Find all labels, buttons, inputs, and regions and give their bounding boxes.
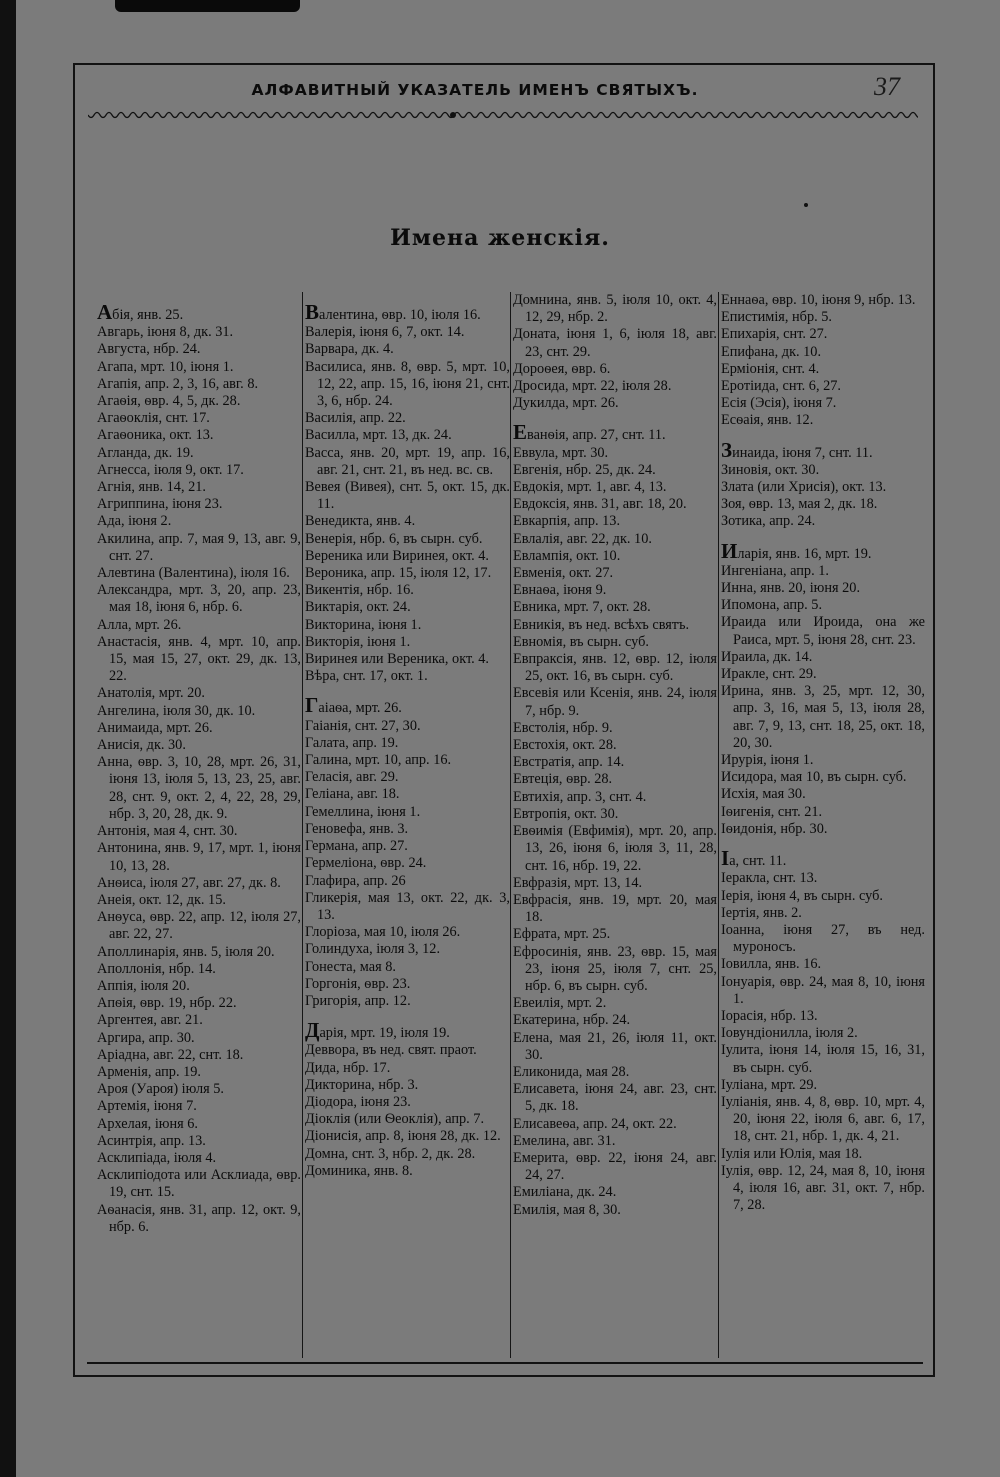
- index-entry: Асклипіада, іюля 4.: [97, 1149, 217, 1166]
- index-entry: Антонина, янв. 9, 17, мрт. 1, іюня 10, 13, 28.: [97, 840, 301, 874]
- index-entry: Іуліанія, янв. 4, 8, ѳвр. 10, мрт. 4, 20, іюня 22, іюля 6, авг. 6, 17, 18, снт. 21, нбр. 1, дк. 4, 21.: [721, 1093, 925, 1145]
- index-entry: Аргира, апр. 30.: [97, 1029, 195, 1046]
- index-entry: Евникія, въ нед. всѣхъ святъ.: [513, 616, 690, 633]
- index-entry: Викентія, нбр. 16.: [305, 582, 414, 599]
- index-entry: Ангелина, іюля 30, дк. 10.: [97, 702, 256, 719]
- page-number: 37: [874, 72, 900, 101]
- index-entry: Венерія, нбр. 6, въ сырн. суб.: [305, 530, 483, 547]
- index-entry: Доминика, янв. 8.: [305, 1162, 413, 1179]
- index-entry: Венедикта, янв. 4.: [305, 513, 416, 530]
- index-entry: Геласія, авг. 29.: [305, 769, 399, 786]
- letter-initial: А: [97, 300, 113, 324]
- index-entry: Августа, нбр. 24.: [97, 341, 201, 358]
- index-entry: Архелая, іюня 6.: [97, 1115, 198, 1132]
- index-entry: Евфрасія, янв. 19, мрт. 20, мая 18.: [513, 891, 717, 926]
- index-entry: Ипомона, апр. 5.: [721, 597, 823, 614]
- index-entry: Агнесса, іюля 9, окт. 17.: [97, 461, 244, 478]
- index-entry: Іорасія, нбр. 13.: [721, 1007, 818, 1024]
- scan-left-edge: [0, 0, 16, 1477]
- index-entry: Аппія, іюля 20.: [97, 977, 190, 994]
- index-entry: Деввора, въ нед. свят. праот.: [305, 1042, 477, 1059]
- index-entry: Абія, янв. 25.: [97, 300, 184, 324]
- index-entry: Зинаида, іюня 7, снт. 11.: [721, 437, 873, 462]
- index-entry: Дукилда, мрт. 26.: [513, 395, 619, 412]
- index-entry: Елисавеѳа, апр. 24, окт. 22.: [513, 1115, 677, 1132]
- index-entry: Гаіанія, снт. 27, 30.: [305, 717, 421, 734]
- index-column-1: [97, 292, 301, 1236]
- index-entry: Іулита, іюня 14, іюля 15, 16, 31, въ сырн. суб.: [721, 1042, 925, 1076]
- running-header: АЛФАВИТНЫЙ УКАЗАТЕЛЬ ИМЕНЪ СВЯТЫХЪ.: [251, 81, 699, 99]
- index-entry: Іертія, янв. 2.: [721, 904, 802, 921]
- index-entry: Ефросинія, янв. 23, ѳвр. 15, мая 23, іюня 25, іюля 7, снт. 25, нбр. 6, въ сырн. суб.: [513, 943, 717, 994]
- index-entry: Домна, снт. 3, нбр. 2, дк. 28.: [305, 1145, 476, 1162]
- index-entry: Исхія, мая 30.: [721, 786, 806, 803]
- index-column-4: [721, 292, 925, 1214]
- index-entry: Викторія, іюня 1.: [305, 633, 411, 650]
- index-entry: Еванѳія, апр. 27, снт. 11.: [513, 420, 666, 445]
- index-entry: Ада, іюня 2.: [97, 513, 172, 530]
- letter-initial: Е: [513, 420, 528, 445]
- index-entry: Евкарпія, апр. 13.: [513, 513, 621, 530]
- index-entry: Еввула, мрт. 30.: [513, 444, 609, 461]
- index-entry: Гликерія, мая 13, окт. 22, дк. 3, 13.: [305, 889, 510, 923]
- index-entry: Василиса, янв. 8, ѳвр. 5, мрт. 10, 12, 22, апр. 15, 16, іюня 21, снт. 3, 6, нбр. 24.: [305, 358, 510, 410]
- index-entry: Дида, нбр. 17.: [305, 1059, 391, 1076]
- index-entry: Елисавета, іюня 24, авг. 23, снт. 5, дк. 18.: [513, 1081, 717, 1115]
- index-entry: Галина, мрт. 10, апр. 16.: [305, 752, 452, 769]
- index-entry: Евнаѳа, іюня 9.: [513, 582, 607, 599]
- index-entry: Василла, мрт. 13, дк. 24.: [305, 427, 452, 444]
- index-entry: Антонія, мая 4, снт. 30.: [97, 823, 238, 840]
- index-entry: Акилина, апр. 7, мая 9, 13, авг. 9, снт. 27.: [97, 530, 301, 564]
- scan-top-mark: [115, 0, 300, 12]
- index-entry: Григорія, апр. 12.: [305, 992, 411, 1009]
- index-entry: Евстохія, окт. 28.: [513, 737, 617, 754]
- index-entry: Аполлинарія, янв. 5, іюля 20.: [97, 943, 275, 960]
- index-entry: Геліана, авг. 18.: [305, 786, 400, 803]
- index-entry: Виринея или Вереника, окт. 4.: [305, 651, 489, 668]
- index-entry: Асклипіодота или Асклиада, ѳвр. 19, снт. 15.: [97, 1167, 301, 1201]
- index-entry: Злата (или Хрисія), окт. 13.: [721, 479, 887, 496]
- index-entry: Анѳуса, ѳвр. 22, апр. 12, іюля 27, авг. 22, 27.: [97, 909, 301, 943]
- index-entry: Вероника, апр. 15, іюля 12, 17.: [305, 565, 492, 582]
- index-entry: Евника, мрт. 7, окт. 28.: [513, 599, 651, 616]
- index-entry: Агаѳоника, окт. 13.: [97, 427, 214, 444]
- index-entry: Ираида или Ироида, она же Раиса, мрт. 5, іюня 28, снт. 23.: [721, 614, 925, 648]
- index-entry: Ингеніана, апр. 1.: [721, 562, 829, 579]
- index-entry: Евтихія, апр. 3, снт. 4.: [513, 788, 647, 805]
- index-column-2: [305, 292, 510, 1180]
- index-entry: Ерміонія, снт. 4.: [721, 360, 820, 377]
- index-entry: Евлалія, авг. 22, дк. 10.: [513, 530, 652, 547]
- index-entry: Исидора, мая 10, въ сырн. суб.: [721, 769, 907, 786]
- index-entry: Иларія, янв. 16, мрт. 19.: [721, 538, 872, 563]
- index-entry: Арменія, апр. 19.: [97, 1063, 201, 1080]
- index-entry: Екатерина, нбр. 24.: [513, 1012, 631, 1029]
- index-entry: Емиліана, дк. 24.: [513, 1184, 617, 1201]
- index-entry: Іулія, ѳвр. 12, 24, мая 8, 10, іюня 4, іюля 16, авг. 31, окт. 7, нбр. 7, 28.: [721, 1162, 925, 1214]
- index-entry: Евменія, окт. 27.: [513, 565, 614, 582]
- index-entry: Евлампія, окт. 10.: [513, 547, 621, 564]
- index-entry: Аѳанасія, янв. 31, апр. 12, окт. 9, нбр. 6.: [97, 1201, 301, 1235]
- index-entry: Емелина, авг. 31.: [513, 1132, 616, 1149]
- letter-initial: И: [721, 538, 738, 563]
- index-entry: Ирина, янв. 3, 25, мрт. 12, 30, апр. 3, 16, мая 5, 13, іюля 28, авг. 7, 9, 13, снт. 18, 25, окт. 18, 20, 30.: [721, 683, 925, 751]
- index-entry: Апѳія, ѳвр. 19, нбр. 22.: [97, 995, 237, 1012]
- index-entry: Агаѳоклія, снт. 17.: [97, 410, 210, 427]
- index-entry: Домнина, янв. 5, іюля 10, окт. 4, 12, 29, нбр. 2.: [513, 292, 717, 326]
- index-entry: Голиндуха, іюля 3, 12.: [305, 941, 441, 958]
- index-entry: Артемія, іюня 7.: [97, 1098, 197, 1115]
- index-entry: Діодора, іюня 23.: [305, 1093, 411, 1110]
- index-entry: Агапія, апр. 2, 3, 16, авг. 8.: [97, 375, 259, 392]
- index-entry: Алевтина (Валентина), іюля 16.: [97, 565, 290, 582]
- index-entry: Еннаѳа, ѳвр. 10, іюня 9, нбр. 13.: [721, 292, 916, 308]
- index-entry: Асинтрія, апр. 13.: [97, 1132, 206, 1149]
- index-entry: Евсевія или Ксенія, янв. 24, іюля 7, нбр. 9.: [513, 685, 717, 719]
- index-entry: Іовундіонилла, іюля 2.: [721, 1025, 858, 1042]
- index-entry: Вевея (Вивея), снт. 5, окт. 15, дк. 11.: [305, 479, 510, 513]
- index-entry: Аріадна, авг. 22, снт. 18.: [97, 1046, 244, 1063]
- index-entry: Анимаида, мрт. 26.: [97, 719, 213, 736]
- index-entry: Епихарія, снт. 27.: [721, 326, 828, 343]
- column-divider: [510, 292, 511, 1358]
- section-title: Имена женскія.: [390, 225, 610, 251]
- index-entry: Гемеллина, іюня 1.: [305, 803, 421, 820]
- index-entry: Анѳиса, іюля 27, авг. 27, дк. 8.: [97, 874, 281, 891]
- index-entry: Агапа, мрт. 10, іюня 1.: [97, 358, 234, 375]
- index-entry: Доната, іюня 1, 6, іюля 18, авг. 23, снт. 29.: [513, 326, 717, 360]
- column-divider: [302, 292, 303, 1358]
- index-entry: Еликонида, мая 28.: [513, 1063, 630, 1080]
- index-entry: Аполлонія, нбр. 14.: [97, 960, 216, 977]
- index-entry: Евтропія, окт. 30.: [513, 805, 619, 822]
- index-entry: Агнія, янв. 14, 21.: [97, 479, 206, 496]
- index-entry: Зиновія, окт. 30.: [721, 461, 820, 478]
- index-entry: Іулія или Юлія, мая 18.: [721, 1145, 863, 1162]
- ink-speck: [804, 203, 808, 207]
- index-entry: Епистимія, нбр. 5.: [721, 309, 832, 326]
- index-entry: Іуліана, мрт. 29.: [721, 1076, 818, 1093]
- column-divider: [718, 292, 719, 1358]
- index-entry: Зоя, ѳвр. 13, мая 2, дк. 18.: [721, 496, 878, 513]
- index-entry: Евстолія, нбр. 9.: [513, 719, 613, 736]
- index-entry: Глоріоза, мая 10, іюля 26.: [305, 924, 461, 941]
- index-entry: Дарія, мрт. 19, іюля 19.: [305, 1018, 450, 1043]
- letter-initial: Г: [305, 693, 319, 718]
- index-entry: Ароя (Уароя) іюля 5.: [97, 1081, 224, 1098]
- index-entry: Дросида, мрт. 22, іюля 28.: [513, 378, 672, 395]
- letter-initial: Д: [305, 1018, 320, 1043]
- index-entry: Евдоксія, янв. 31, авг. 18, 20.: [513, 496, 687, 513]
- letter-initial: З: [721, 437, 733, 462]
- index-entry: Іонуарія, ѳвр. 24, мая 8, 10, іюня 1.: [721, 973, 925, 1007]
- index-entry: Евдокія, мрт. 1, авг. 4, 13.: [513, 479, 667, 496]
- index-entry: Вѣра, снт. 17, окт. 1.: [305, 668, 428, 685]
- index-entry: Евгенія, нбр. 25, дк. 24.: [513, 461, 656, 478]
- index-entry: Александра, мрт. 3, 20, апр. 23, мая 18, іюня 6, нбр. 6.: [97, 582, 301, 616]
- index-entry: Евпраксія, янв. 12, ѳвр. 12, іюля 25, окт. 16, въ сырн. суб.: [513, 651, 717, 685]
- index-entry: Іа, снт. 11.: [721, 846, 787, 871]
- index-entry: Геновефа, янв. 3.: [305, 820, 409, 837]
- index-entry: Горгонія, ѳвр. 23.: [305, 975, 411, 992]
- index-entry: Еротіида, снт. 6, 27.: [721, 378, 841, 395]
- index-entry: Анисія, дк. 30.: [97, 737, 186, 754]
- index-entry: Дороѳея, ѳвр. 6.: [513, 360, 611, 377]
- index-entry: Ираила, дк. 14.: [721, 648, 813, 665]
- index-entry: Авгарь, іюня 8, дк. 31.: [97, 324, 234, 341]
- index-entry: Іовилла, янв. 16.: [721, 956, 822, 973]
- index-entry: Валерія, іюня 6, 7, окт. 14.: [305, 324, 465, 341]
- index-entry: Варвара, дк. 4.: [305, 341, 394, 358]
- index-entry: Іоанна, іюня 27, въ нед. муроносъ.: [721, 921, 925, 956]
- index-entry: Агриппина, іюня 23.: [97, 496, 223, 513]
- index-entry: Иракле, снт. 29.: [721, 666, 817, 683]
- index-entry: Елена, мая 21, 26, іюля 11, окт. 30.: [513, 1029, 717, 1063]
- index-entry: Анатолія, мрт. 20.: [97, 685, 206, 702]
- index-entry: Валентина, ѳвр. 10, іюля 16.: [305, 300, 481, 324]
- index-entry: Аргентея, авг. 21.: [97, 1012, 203, 1029]
- index-entry: Анеія, окт. 12, дк. 15.: [97, 891, 226, 908]
- index-entry: Іеракла, снт. 13.: [721, 870, 818, 887]
- wavy-rule: [88, 108, 918, 122]
- index-column-3: [513, 292, 717, 1219]
- index-entry: Инна, янв. 20, іюня 20.: [721, 580, 861, 597]
- index-entry: Агаѳія, ѳвр. 4, 5, дк. 28.: [97, 393, 241, 410]
- index-entry: Евномія, въ сырн. суб.: [513, 633, 649, 650]
- index-entry: Глафира, апр. 26: [305, 872, 406, 889]
- index-entry: Алла, мрт. 26.: [97, 616, 182, 633]
- index-entry: Есѳаія, янв. 12.: [721, 412, 814, 429]
- index-entry: Іерія, іюня 4, въ сырн. суб.: [721, 887, 883, 904]
- index-entry: Гаіаѳа, мрт. 26.: [305, 693, 402, 718]
- index-entry: Ирурія, іюня 1.: [721, 752, 814, 769]
- index-entry: Евѳимія (Евфимія), мрт. 20, апр. 13, 26, іюня 6, іюля 3, 11, 28, снт. 16, нбр. 19, 22.: [513, 823, 717, 874]
- index-entry: Емилія, мая 8, 30.: [513, 1201, 621, 1218]
- index-entry: Гермеліона, ѳвр. 24.: [305, 855, 427, 872]
- index-entry: Іѳигенія, снт. 21.: [721, 803, 823, 820]
- index-entry: Епифана, дк. 10.: [721, 343, 822, 360]
- index-entry: Викторина, іюня 1.: [305, 616, 422, 633]
- index-entry: Анна, ѳвр. 3, 10, 28, мрт. 26, 31, іюня 13, іюля 5, 13, 23, 25, авг. 28, снт. 9, окт. 2, 4, 22, 28, 29, нбр. 3, 20, 28, дк. 9.: [97, 754, 301, 822]
- letter-initial: В: [305, 300, 320, 324]
- index-entry: Германа, апр. 27.: [305, 838, 408, 855]
- index-entry: Емерита, ѳвр. 22, іюня 24, авг. 24, 27.: [513, 1149, 717, 1184]
- index-entry: Зотика, апр. 24.: [721, 513, 816, 530]
- index-entry: Агланда, дк. 19.: [97, 444, 194, 461]
- index-entry: Анастасія, янв. 4, мрт. 10, апр. 15, мая 15, 27, окт. 29, дк. 13, 22.: [97, 633, 301, 685]
- index-entry: Евеилія, мрт. 2.: [513, 995, 607, 1012]
- index-entry: Вереника или Виринея, окт. 4.: [305, 547, 489, 564]
- index-entry: Есія (Эсія), іюня 7.: [721, 395, 837, 412]
- index-entry: Васса, янв. 20, мрт. 19, апр. 16, авг. 21, снт. 21, въ нед. вс. св.: [305, 444, 510, 478]
- index-entry: Евтеція, ѳвр. 28.: [513, 771, 613, 788]
- index-entry: Дикторина, нбр. 3.: [305, 1076, 419, 1093]
- frame-bottom-rule: [87, 1362, 923, 1364]
- index-entry: Евстратія, апр. 14.: [513, 754, 625, 771]
- index-entry: Діонисія, апр. 8, іюня 28, дк. 12.: [305, 1128, 501, 1145]
- index-entry: Евфразія, мрт. 13, 14.: [513, 874, 643, 891]
- index-entry: Галата, апр. 19.: [305, 734, 399, 751]
- index-entry: Василія, апр. 22.: [305, 410, 406, 427]
- index-entry: Іѳидонія, нбр. 30.: [721, 820, 828, 837]
- index-entry: Діоклія (или Ѳеоклія), апр. 7.: [305, 1111, 485, 1128]
- index-entry: Ефрата, мрт. 25.: [513, 926, 611, 943]
- letter-initial: І: [721, 846, 730, 871]
- index-entry: Гонеста, мая 8.: [305, 958, 396, 975]
- index-entry: Виктарія, окт. 24.: [305, 599, 411, 616]
